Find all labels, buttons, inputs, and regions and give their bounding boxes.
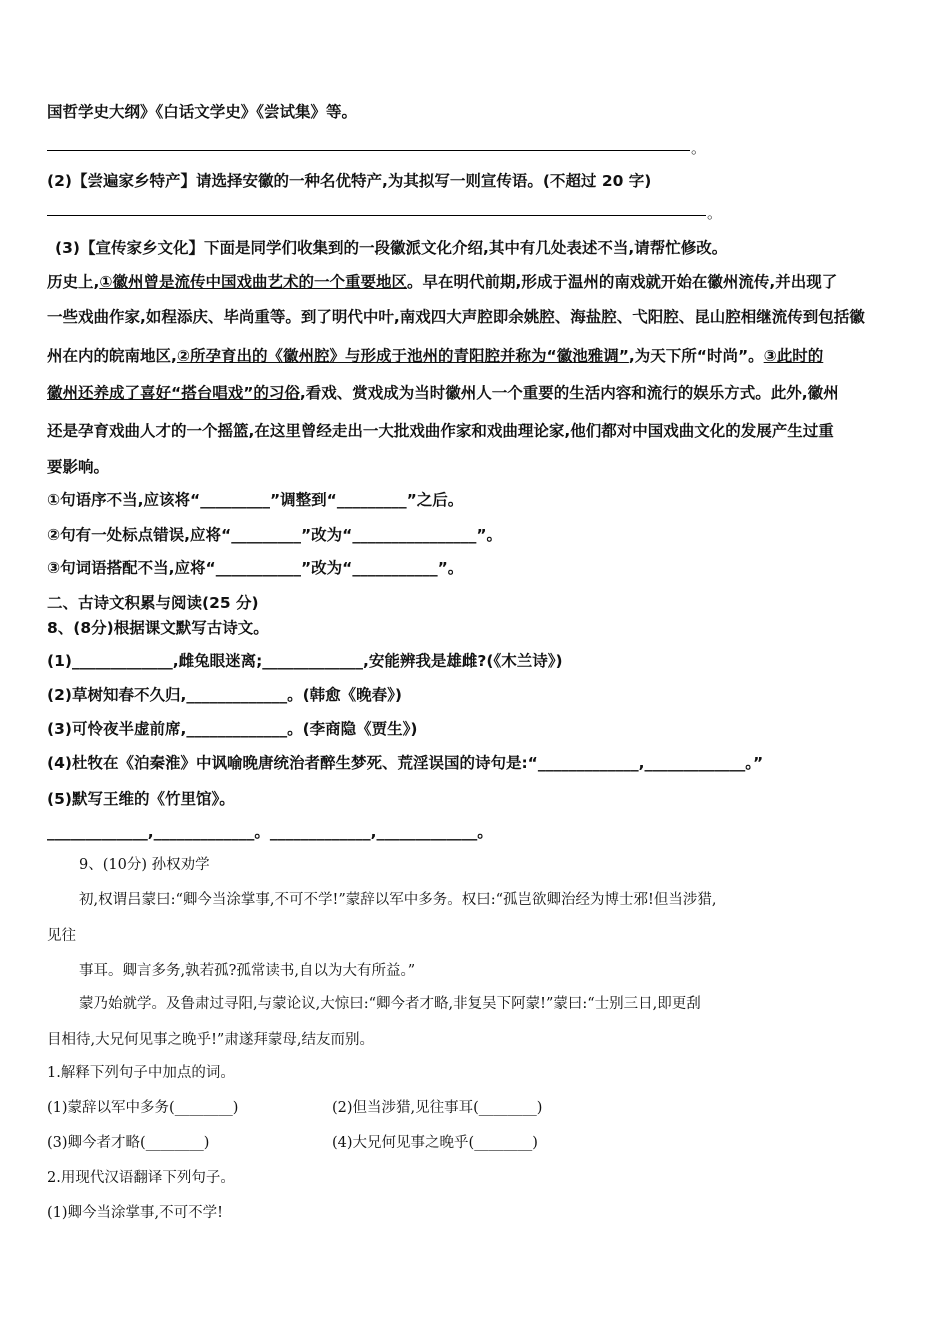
fix-item-3: ③句词语搭配不当,应将“___________”改为“___________”。: [47, 559, 464, 577]
sentence-1: ①徽州曾是流传中国戏曲艺术的一个重要地区: [99, 273, 408, 291]
question-3-heading: (3)【宣传家乡文化】下面是同学们收集到的一段徽派文化介绍,其中有几处表述不当,请帮忙修改。: [55, 239, 728, 257]
word-item-2: (2)但当涉猎,见往事耳(________): [332, 1100, 543, 1116]
sentence-3: 徽州还养成了喜好“搭台唱戏”的习俗: [47, 384, 300, 402]
paragraph-line: 一些戏曲作家,如程添庆、毕尚重等。到了明代中叶,南戏四大声腔即余姚腔、海盐腔、弋阳腔、昆山腔相继流传到包括徽: [47, 308, 865, 326]
classical-text-line: 初,权谓吕蒙曰:“卿今当涂掌事,不可不学!”蒙辞以军中多务。权曰:“孤岂欲卿治经为博士邪!但当涉猎,: [79, 892, 717, 908]
paragraph-line: 徽州还养成了喜好“搭台唱戏”的习俗,看戏、赏戏成为当时徽州人一个重要的生活内容和流行的娱乐方式。此外,徽州: [47, 384, 839, 402]
sub-question-1: 1.解释下列句子中加点的词。: [47, 1065, 235, 1081]
recite-item-6: _____________,_____________。_____________,_____________。: [47, 823, 493, 841]
word-item-1: (1)蒙辞以军中多务(________): [47, 1100, 239, 1116]
answer-line[interactable]: [47, 215, 706, 216]
sentence-2: ②所孕育出的《徽州腔》与形成于池州的青阳腔并称为“徽池雅调”: [176, 347, 629, 365]
period-mark: 。: [707, 204, 723, 222]
recite-item-1: (1)_____________,雌兔眼迷离;_____________,安能辨我是雄雌?(《木兰诗》): [47, 652, 563, 670]
recite-item-2: (2)草树知春不久归,_____________。(韩愈《晚春》): [47, 686, 403, 704]
answer-line[interactable]: [47, 150, 690, 151]
section-heading: 二、古诗文积累与阅读(25 分): [47, 594, 259, 612]
classical-text-line: 见往: [47, 928, 76, 944]
translate-item-1: (1)卿今当涂掌事,不可不学!: [47, 1205, 223, 1221]
fix-item-1: ①句语序不当,应该将“_________”调整到“_________”之后。: [47, 491, 464, 509]
recite-item-5: (5)默写王维的《竹里馆》。: [47, 790, 235, 808]
paragraph-line: 州在内的皖南地区,②所孕育出的《徽州腔》与形成于池州的青阳腔并称为“徽池雅调”,为天下所“时尚”。③此时的: [47, 347, 824, 365]
question-8: 8、(8分)根据课文默写古诗文。: [47, 619, 269, 637]
question-9: 9、(10分) 孙权劝学: [79, 857, 210, 873]
question-2: (2)【尝遍家乡特产】请选择安徽的一种名优特产,为其拟写一则宣传语。(不超过 20 字): [47, 172, 652, 190]
classical-text-line: 蒙乃始就学。及鲁肃过寻阳,与蒙论议,大惊曰:“卿今者才略,非复吴下阿蒙!”蒙曰:“士别三日,即更刮: [79, 996, 701, 1012]
word-item-4: (4)大兄何见事之晚乎(________): [332, 1135, 538, 1151]
sentence-3: ③此时的: [763, 347, 824, 365]
fix-item-2: ②句有一处标点错误,应将“_________”改为“________________”。: [47, 526, 503, 544]
classical-text-line: 目相待,大兄何见事之晚乎!”肃遂拜蒙母,结友而别。: [47, 1032, 374, 1048]
classical-text-line: 事耳。卿言多务,孰若孤?孤常读书,自以为大有所益。”: [79, 963, 416, 979]
paragraph-line: 还是孕育戏曲人才的一个摇篮,在这里曾经走出一大批戏曲作家和戏曲理论家,他们都对中国戏曲文化的发展产生过重: [47, 422, 834, 440]
recite-item-4: (4)杜牧在《泊秦淮》中讽喻晚唐统治者醉生梦死、荒淫误国的诗句是:“_____________,_____________。”: [47, 754, 764, 772]
paragraph-line: 历史上,①徽州曾是流传中国戏曲艺术的一个重要地区。早在明代前期,形成于温州的南戏就开始在徽州流传,并出现了: [47, 273, 838, 291]
books-line: 国哲学史大纲》《白话文学史》《尝试集》等。: [47, 103, 358, 121]
sub-question-2: 2.用现代汉语翻译下列句子。: [47, 1170, 235, 1186]
paragraph-line: 要影响。: [47, 458, 110, 476]
recite-item-3: (3)可怜夜半虚前席,_____________。(李商隐《贾生》): [47, 720, 418, 738]
word-item-3: (3)卿今者才略(________): [47, 1135, 210, 1151]
period-mark: 。: [691, 139, 707, 157]
